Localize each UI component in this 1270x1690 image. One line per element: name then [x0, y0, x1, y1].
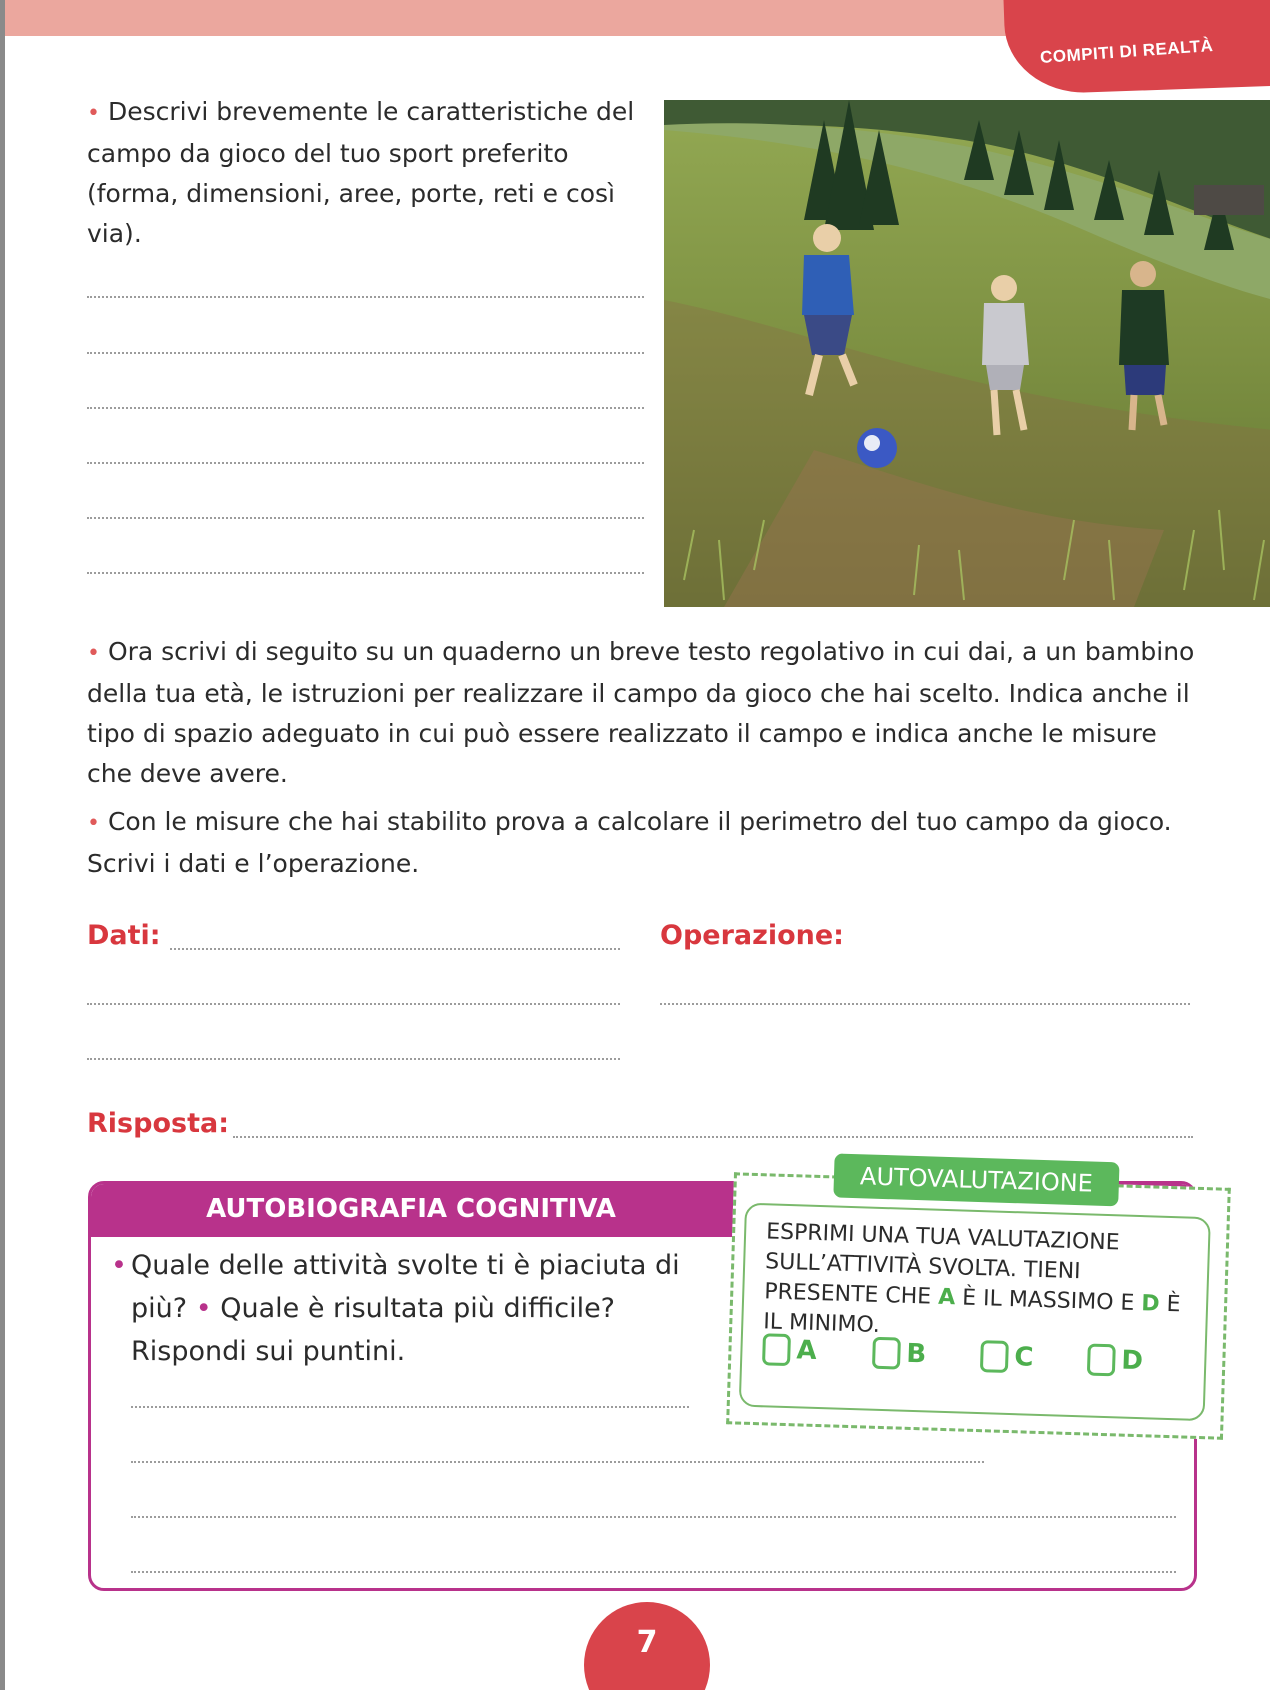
option-b[interactable]	[872, 1337, 927, 1371]
answer-line[interactable]	[87, 296, 644, 298]
task2-text: Ora scrivi di seguito su un quaderno un breve testo regolativo in cui dai, a un bambino della tua età, le istruzioni per realizzare il campo da gioco che hai scelto. Indica anche il tipo di spazio adeguato in cui può essere realizzato il campo e indica anche le misure che deve avere.	[87, 637, 1195, 788]
autovalutazione-title: AUTOVALUTAZIONE	[833, 1153, 1119, 1206]
autovalutazione-d: D	[1140, 1291, 1161, 1317]
answer-line[interactable]	[87, 352, 644, 354]
bullet-icon: •	[87, 101, 100, 126]
autovalutazione-card	[726, 1162, 1229, 1437]
option-label: A	[796, 1335, 818, 1366]
autovalutazione-a: A	[937, 1284, 956, 1311]
autovalutazione-text-part: È IL MASSIMO E	[961, 1285, 1135, 1316]
bullet-icon: •	[195, 1293, 212, 1324]
autobiografia-answer-line[interactable]	[131, 1571, 1176, 1573]
task1-paragraph	[87, 92, 657, 254]
dati-answer-line[interactable]	[170, 948, 620, 950]
bullet-icon: •	[111, 1250, 127, 1281]
checkbox-icon[interactable]	[980, 1340, 1009, 1373]
option-c[interactable]	[980, 1340, 1034, 1374]
operazione-answer-line[interactable]	[660, 1003, 1190, 1005]
option-d[interactable]	[1087, 1343, 1144, 1377]
dati-answer-line[interactable]	[87, 1003, 620, 1005]
task3-paragraph	[87, 802, 1197, 884]
option-a[interactable]	[762, 1333, 817, 1367]
page-number: 7	[636, 1625, 658, 1660]
checkbox-icon[interactable]	[762, 1333, 791, 1366]
autobiografia-questions	[111, 1244, 691, 1373]
task1-text: Descrivi brevemente le caratteristiche del campo da gioco del tuo sport preferito (forma, dimensioni, aree, porte, reti e così via).	[87, 97, 635, 248]
task3-text: Con le misure che hai stabilito prova a calcolare il perimetro del tuo campo da gioco. Scrivi i dati e l’operazione.	[87, 807, 1172, 878]
autobiografia-instruction: Rispondi sui puntini.	[131, 1336, 406, 1367]
autobiografia-answer-line[interactable]	[131, 1516, 1176, 1518]
autovalutazione-inner	[739, 1203, 1211, 1422]
risposta-answer-line[interactable]	[233, 1136, 1193, 1138]
autobiografia-q2: Quale è risultata più difficile?	[220, 1293, 616, 1324]
autovalutazione-text-part: È IL MINIMO.	[762, 1291, 1181, 1338]
section-label: COMPITI DI REALTÀ	[1039, 35, 1214, 68]
risposta-label: Risposta:	[87, 1108, 229, 1139]
answer-line[interactable]	[87, 462, 644, 464]
option-label: D	[1120, 1345, 1144, 1377]
answer-line[interactable]	[87, 517, 644, 519]
autovalutazione-text-part: ESPRIMI UNA TUA VALUTAZIONE SULL’ATTIVITÀ SVOLTA. TIENI PRESENTE CHE	[763, 1219, 1120, 1310]
checkbox-icon[interactable]	[1087, 1343, 1116, 1376]
autobiografia-answer-line[interactable]	[131, 1461, 984, 1463]
bullet-icon: •	[87, 641, 100, 666]
autobiografia-q1: Quale delle attività svolte ti è piaciuta di più?	[131, 1250, 680, 1324]
answer-line[interactable]	[87, 407, 644, 409]
checkbox-icon[interactable]	[872, 1337, 901, 1370]
operazione-label: Operazione:	[660, 920, 844, 951]
autobiografia-answer-line[interactable]	[131, 1406, 689, 1408]
option-label: B	[905, 1338, 927, 1370]
answer-line[interactable]	[87, 572, 644, 574]
children-playing-soccer-photo	[664, 100, 1270, 607]
workbook-page	[5, 0, 1270, 1690]
dati-answer-line[interactable]	[87, 1058, 620, 1060]
dati-label: Dati:	[87, 920, 161, 951]
task2-paragraph	[87, 632, 1197, 794]
page-number-badge	[584, 1602, 710, 1690]
bullet-icon: •	[87, 811, 100, 836]
autobiografia-title: AUTOBIOGRAFIA COGNITIVA	[206, 1194, 616, 1224]
option-label: C	[1013, 1342, 1034, 1373]
autovalutazione-text	[763, 1217, 1197, 1350]
